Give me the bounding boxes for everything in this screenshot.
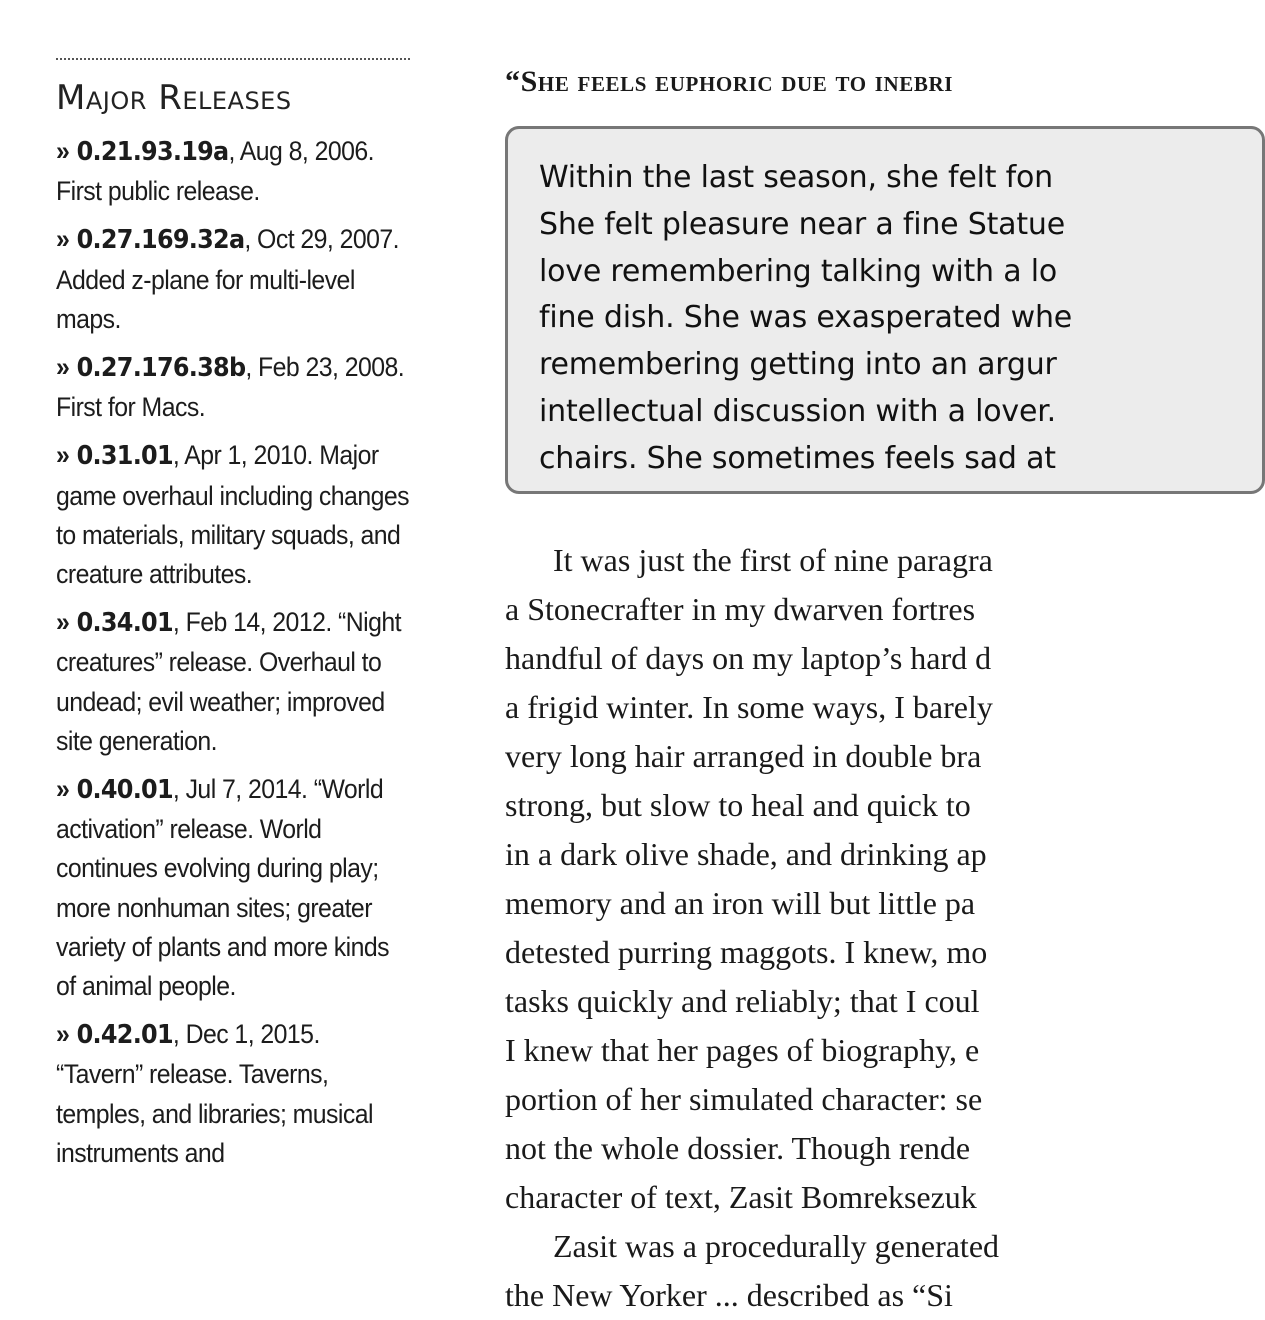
- release-description: , Dec 1, 2015. “Tavern” release. Taverns, temples, and libraries; musical instruments and: [56, 1019, 373, 1168]
- body-line: the New Yorker ... described as “Si: [505, 1277, 953, 1313]
- quote-line: She felt pleasure near a fine Statue: [539, 206, 1066, 242]
- release-description: , Jul 7, 2014. “World activation” release. World continues evolving during play; more nonhuman sites; greater variety of plants and more kinds of animal people.: [56, 774, 390, 1002]
- release-item: [56, 220, 410, 339]
- body-line: strong, but slow to heal and quick to: [505, 787, 971, 823]
- release-item: [56, 603, 410, 761]
- quote-box-clip: [505, 126, 1071, 502]
- release-item: [56, 436, 410, 594]
- quote-line: intellectual discussion with a lover.: [539, 393, 1056, 429]
- body-line: very long hair arranged in double bra: [505, 738, 982, 774]
- body-line: I knew that her pages of biography, e: [505, 1032, 980, 1068]
- release-item: [56, 348, 410, 427]
- body-line: portion of her simulated character: se: [505, 1081, 983, 1117]
- quote-line: Within the last season, she felt fon: [539, 160, 1053, 195]
- article-column: [505, 58, 1073, 1313]
- release-list: [56, 132, 410, 1173]
- body-line: handful of days on my laptop’s hard d: [505, 640, 992, 676]
- release-version: 0.27.169.32a: [76, 225, 245, 256]
- guillemet-icon: »: [56, 440, 70, 471]
- quote-line: remembering getting into an argur: [539, 347, 1057, 383]
- guillemet-icon: »: [56, 224, 70, 255]
- release-version: 0.27.176.38b: [76, 353, 246, 384]
- body-line: a frigid winter. In some ways, I barely: [505, 689, 993, 725]
- release-description: , Oct 29, 2007. Added z-plane for multi-level maps.: [56, 224, 400, 334]
- release-version: 0.42.01: [76, 1020, 173, 1051]
- release-item: [56, 770, 410, 1006]
- body-line: detested purring maggots. I knew, mo: [505, 934, 988, 970]
- guillemet-icon: »: [56, 607, 70, 638]
- release-description: , Aug 8, 2006. First public release.: [56, 136, 375, 207]
- body-line: memory and an iron will but little pa: [505, 885, 976, 921]
- release-item: [56, 1015, 410, 1173]
- release-version: 0.40.01: [76, 775, 173, 806]
- release-version: 0.34.01: [76, 608, 173, 639]
- major-releases-sidebar: [56, 58, 410, 1182]
- body-line: Zasit was a procedurally generated: [553, 1228, 1000, 1264]
- sidebar-divider: [56, 58, 410, 60]
- quoted-game-text-box: [505, 126, 1265, 494]
- guillemet-icon: »: [56, 352, 70, 383]
- quote-line: fine dish. She was exasperated whe: [539, 300, 1073, 336]
- body-line: a Stonecrafter in my dwarven fortres: [505, 591, 976, 627]
- release-description: , Feb 23, 2008. First for Macs.: [56, 352, 405, 423]
- release-version: 0.21.93.19a: [76, 137, 229, 167]
- body-line: in a dark olive shade, and drinking ap: [505, 836, 987, 872]
- release-version: 0.31.01: [76, 441, 173, 472]
- sidebar-title: Major Releases: [56, 78, 292, 118]
- quote-line: chairs. She sometimes feels sad at: [539, 440, 1056, 476]
- release-description: , Feb 14, 2012. “Night creatures” release. Overhaul to undead; evil weather; improved site generation.: [56, 607, 401, 756]
- release-description: , Apr 1, 2010. Major game overhaul including changes to materials, military squads, and creature attributes.: [56, 440, 409, 590]
- guillemet-icon: »: [56, 1019, 70, 1050]
- body-line: tasks quickly and reliably; that I coul: [505, 983, 980, 1019]
- guillemet-icon: »: [56, 774, 70, 805]
- body-line: It was just the first of nine paragra: [553, 542, 993, 578]
- quote-line: love remembering talking with a lo: [539, 253, 1058, 289]
- guillemet-icon: »: [56, 136, 70, 166]
- body-line: character of text, Zasit Bomreksezuk: [505, 1179, 977, 1215]
- article-heading: “She feels euphoric due to inebri: [505, 65, 954, 98]
- release-item: [56, 132, 410, 211]
- article-body: [505, 536, 1071, 1320]
- body-line: not the whole dossier. Though rende: [505, 1130, 971, 1166]
